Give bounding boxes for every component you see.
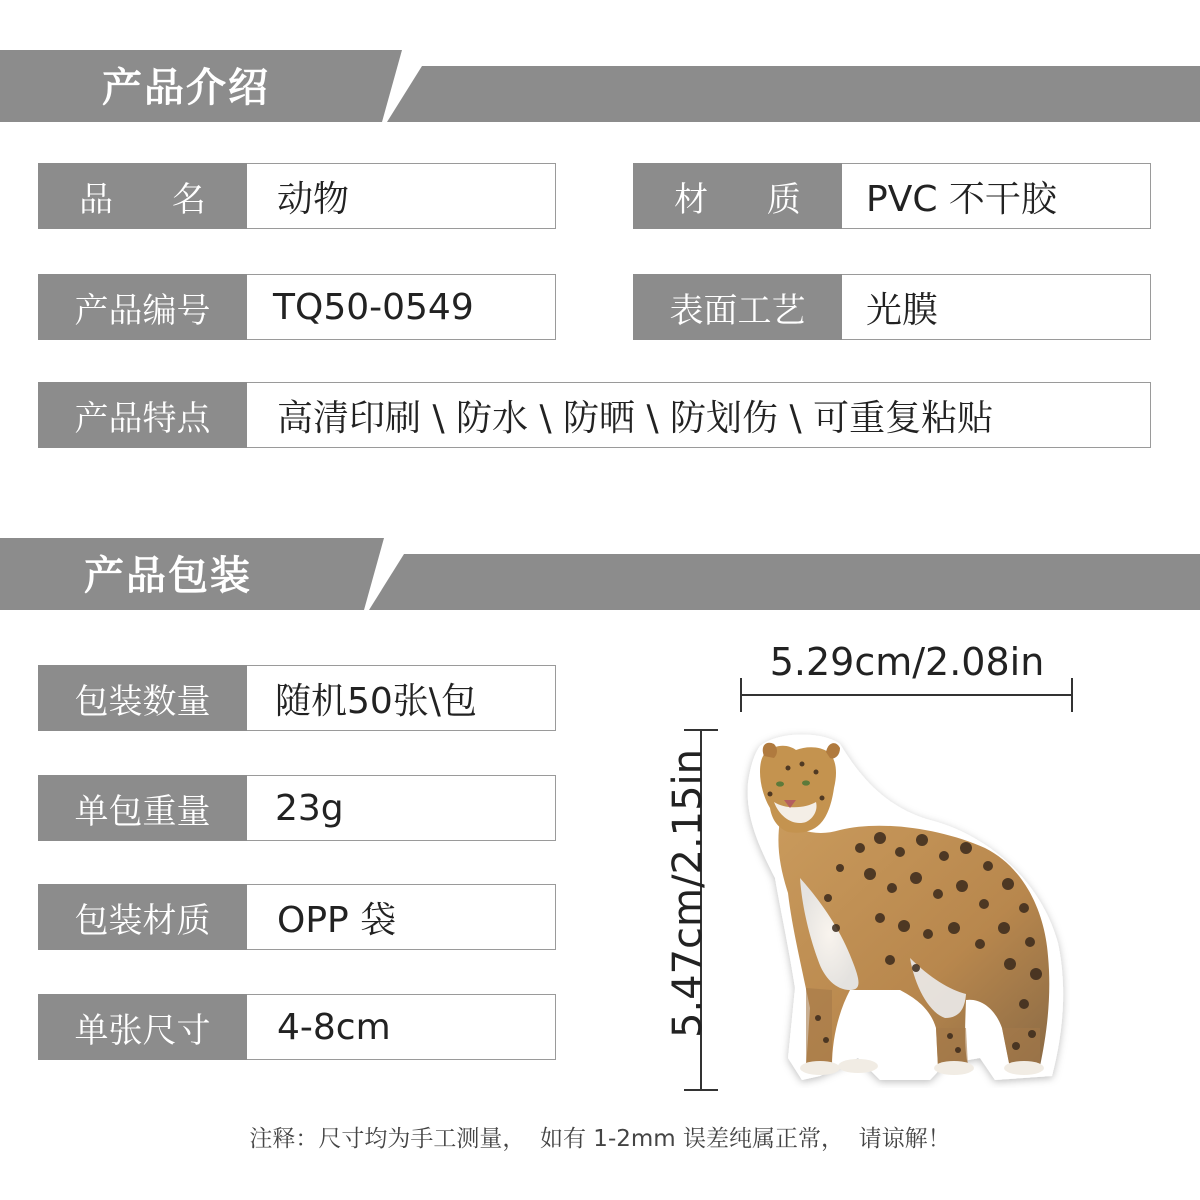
row-value: 高清印刷 \ 防水 \ 防晒 \ 防划伤 \ 可重复粘贴 <box>247 382 1151 448</box>
row-label: 表面工艺 <box>633 274 842 340</box>
row-label: 包装数量 <box>38 665 247 731</box>
row-label: 产品编号 <box>38 274 247 340</box>
row-sheet-size <box>38 994 556 1060</box>
row-surface <box>633 274 1151 340</box>
row-value: 23g <box>247 775 556 841</box>
section-title: 产品包装 <box>84 553 252 599</box>
row-value: PVC 不干胶 <box>842 163 1151 229</box>
row-weight <box>38 775 556 841</box>
section-banner-intro <box>0 50 1200 122</box>
row-name <box>38 163 556 229</box>
row-label: 单包重量 <box>38 775 247 841</box>
row-value: 随机50张\包 <box>247 665 556 731</box>
row-value: 动物 <box>247 163 556 229</box>
section-title: 产品介绍 <box>102 65 270 111</box>
row-label: 材 质 <box>633 163 842 229</box>
row-features <box>38 382 1151 448</box>
row-value: OPP 袋 <box>247 884 556 950</box>
row-material <box>633 163 1151 229</box>
row-label: 单张尺寸 <box>38 994 247 1060</box>
measurement-note: 注释：尺寸均为手工测量， 如有 1-2mm 误差纯属正常， 请谅解！ <box>249 1126 951 1152</box>
row-value: 4-8cm <box>247 994 556 1060</box>
row-label: 包装材质 <box>38 884 247 950</box>
section-banner-package <box>0 538 1200 610</box>
row-pack-material <box>38 884 556 950</box>
row-quantity <box>38 665 556 731</box>
leopard-sticker-image <box>740 728 1070 1088</box>
width-dimension-label: 5.29cm/2.08in <box>769 640 1045 684</box>
row-value: TQ50-0549 <box>247 274 556 340</box>
row-value: 光膜 <box>842 274 1151 340</box>
row-code <box>38 274 556 340</box>
row-label: 品 名 <box>38 163 247 229</box>
row-label: 产品特点 <box>38 382 247 448</box>
height-dimension-label: 5.47cm/2.15in <box>665 748 711 1038</box>
